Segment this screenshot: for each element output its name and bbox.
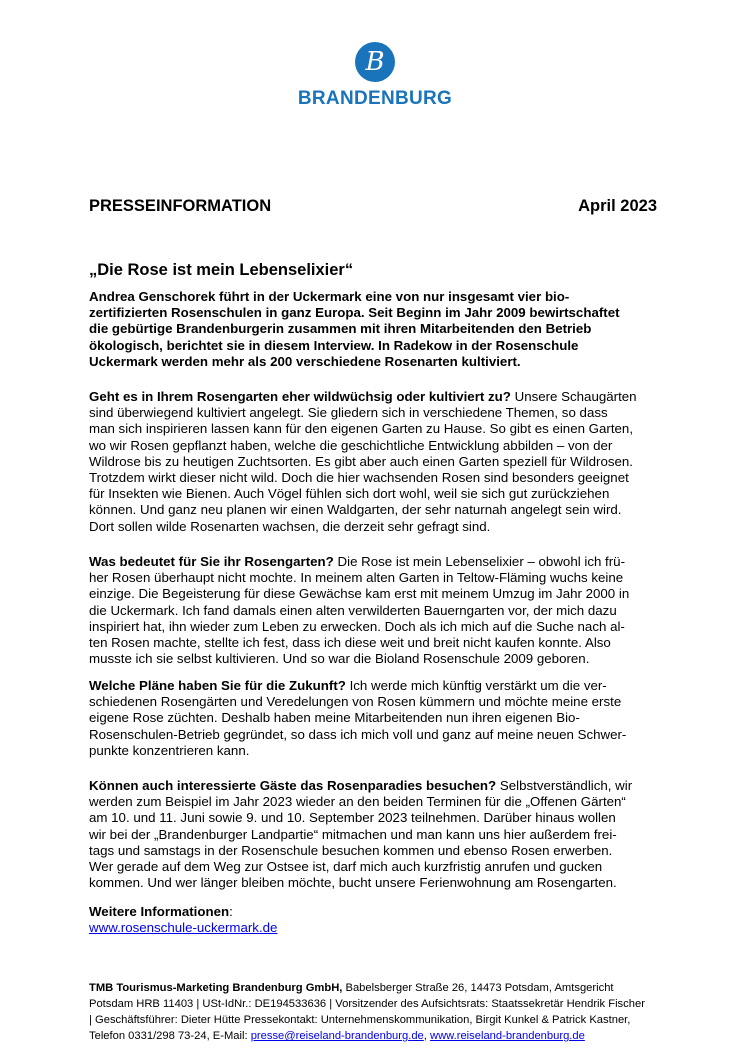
footer-phone: Telefon 0331/298 73-24, E-Mail:: [89, 1030, 251, 1043]
answer-text: her Rosen überhaupt nicht mochte. In meinem alten Garten in Teltow-Fläming wuchs keine: [89, 570, 624, 586]
rosenschule-link[interactable]: www.rosenschule-uckermark.de: [89, 920, 278, 936]
paragraph-line: [89, 727, 626, 743]
website-link[interactable]: www.reiseland-brandenburg.de: [429, 1030, 585, 1043]
answer-text: man sich inspirieren lassen kann für den eigenen Garten zu Hause. So gibt es einen Garten,: [89, 421, 634, 437]
paragraph-line: [89, 778, 632, 794]
answer-text: sind überwiegend kultiviert angelegt. Sie gliedern sich in verschiedene Themen, so dass: [89, 405, 608, 421]
paragraph-line: [89, 603, 629, 619]
answer-text: wir bei der „Brandenburger Landpartie“ mitmachen und man kann uns hier außerdem frei-: [89, 826, 617, 842]
paragraph-line: [89, 502, 637, 518]
answer-text: musste ich sie selbst kultivieren. Und so war die Bioland Rosenschule 2009 geboren.: [89, 651, 590, 667]
paragraph-line: [89, 454, 637, 470]
paragraph-line: [89, 875, 632, 891]
intro-line: Uckermark werden mehr als 200 verschiedene Rosenarten kultiviert.: [89, 353, 521, 369]
answer-text: können. Und ganz neu planen wir einen Waldgarten, der sehr naturnah angelegt sein wird.: [89, 502, 622, 518]
answer-text: am 10. und 11. Juni sowie 9. und 10. September 2023 teilnehmen. Darüber hinaus wollen: [89, 810, 616, 826]
paragraph-line: [89, 586, 629, 602]
paragraph-line: [89, 570, 629, 586]
logo-wordmark: BRANDENBURG: [297, 88, 453, 109]
answer-text: Rosenschulen-Betrieb gegründet, so dass ich mich voll und ganz auf meine neuen Schwer-: [89, 726, 627, 742]
paragraph-line: [89, 486, 637, 502]
answer-text: inspiriert hat, ihn wieder zum Leben zu erwecken. Doch als ich mich auf die Suche nach al-: [89, 618, 625, 634]
press-info-label: PRESSEINFORMATION: [89, 197, 272, 215]
paragraph-line: [89, 519, 637, 535]
answer-text: kommen. Und wer länger bleiben möchte, bucht unsere Ferienwohnung am Rosengarten.: [89, 875, 617, 891]
answer-text: für Insekten wie Bienen. Auch Vögel fühlen sich dort wohl, weil sie sich gut zurückziehen: [89, 486, 610, 502]
answer-text: wo wir Rosen gepflanzt haben, welche die geschichtliche Entwicklung abbilden – von der: [89, 437, 613, 453]
question-lead: Geht es in Ihrem Rosengarten eher wildwüchsig oder kultiviert zu?: [89, 389, 511, 404]
paragraph-line: [89, 389, 637, 405]
answer-text: Wildrose bis zu heutigen Zuchtsorten. Es gibt aber auch einen Garten speziell für Wildrosen.: [89, 453, 633, 469]
release-date: April 2023: [578, 197, 657, 215]
paragraph-line: [89, 438, 637, 454]
email-link[interactable]: presse@reiseland-brandenburg.de: [250, 1030, 424, 1043]
intro-line: ökologisch, berichtet sie in diesem Interview. In Radekow in der Rosenschule: [89, 337, 579, 353]
question-lead: Welche Pläne haben Sie für die Zukunft?: [89, 678, 346, 693]
answer-text: tags und samstags in der Rosenschule besuchen kommen und ebenso Rosen erwerben.: [89, 842, 613, 858]
answer-text: die Uckermark. Ich fand damals einen alten verwilderten Bauerngarten vor, der mich dazu: [89, 602, 617, 618]
paragraph-garden-style: [89, 389, 637, 535]
intro-paragraph: [89, 289, 620, 370]
more-info-label: Weitere Informationen: [89, 904, 230, 919]
paragraph-visits: [89, 778, 632, 891]
answer-text: Die Rose ist mein Lebenselixier – obwohl ich frü-: [333, 554, 626, 569]
paragraph-line: [89, 810, 632, 826]
answer-text: punkte konzentrieren kann.: [89, 742, 250, 758]
headline: „Die Rose ist mein Lebenselixier“: [89, 261, 354, 279]
paragraph-line: [89, 827, 632, 843]
paragraph-line: [89, 651, 629, 667]
paragraph-line: [89, 405, 637, 421]
answer-text: ten Rosen machte, stellte ich fest, dass ich diese weit und breit nicht kaufen konnte. Also: [89, 635, 611, 651]
paragraph-line: [89, 678, 626, 694]
answer-text: werden zum Beispiel im Jahr 2023 wieder an den beiden Terminen für die „Offenen Gärten“: [89, 794, 626, 810]
footer-registry: Potsdam HRB 11403 | USt-IdNr.: DE194533636 | Vorsitzender des Aufsichtsrats: Staatssekretär Hendrik Fischer: [89, 998, 645, 1011]
question-lead: Können auch interessierte Gäste das Rosenparadies besuchen?: [89, 778, 497, 793]
question-lead: Was bedeutet für Sie ihr Rosengarten?: [89, 554, 334, 569]
answer-text: einzige. Die Begeisterung für diese Gewächse kam erst mit meinem Umzug im Jahr 2000 in: [89, 586, 630, 602]
paragraph-line: [89, 843, 632, 859]
document-header: [89, 197, 657, 216]
paragraph-line: [89, 694, 626, 710]
paragraph-line: [89, 619, 629, 635]
paragraph-plans: [89, 678, 626, 759]
colon: :: [229, 904, 233, 919]
more-info: [89, 904, 277, 936]
answer-text: Wer gerade auf dem Weg zur Ostsee ist, darf mich auch kurzfristig anrufen und gucken: [89, 859, 603, 875]
footer-company: TMB Tourismus-Marketing Brandenburg GmbH,: [89, 982, 343, 994]
paragraph-line: [89, 554, 629, 570]
paragraph-line: [89, 743, 626, 759]
logo-monogram-icon: B: [355, 42, 395, 82]
answer-text: Selbstverständlich, wir: [496, 778, 633, 793]
paragraph-line: [89, 859, 632, 875]
footer-address: Babelsberger Straße 26, 14473 Potsdam, Amtsgericht: [342, 982, 614, 994]
intro-line: Andrea Genschorek führt in der Uckermark eine von nur insgesamt vier bio-: [89, 289, 570, 304]
footer-management: | Geschäftsführer: Dieter Hütte Pressekontakt: Unternehmenskommunikation, Birgit Kunkel & Patrick Kastner,: [89, 1014, 631, 1027]
paragraph-line: [89, 421, 637, 437]
footer-imprint: [89, 980, 645, 1044]
answer-text: schiedenen Rosengärten und Veredelungen von Rosen kümmern und möchte meine erste: [89, 694, 622, 710]
brandenburg-logo: [292, 42, 458, 110]
answer-text: Unsere Schaugärten: [510, 389, 637, 404]
answer-text: eigene Rose züchten. Deshalb haben meine Mitarbeitenden nun ihren eigenen Bio-: [89, 710, 580, 726]
paragraph-line: [89, 794, 632, 810]
paragraph-line: [89, 710, 626, 726]
separator: ,: [423, 1030, 430, 1043]
intro-line: zertifizierten Rosenschulen in ganz Europa. Seit Beginn im Jahr 2009 bewirtschaftet: [89, 305, 620, 321]
paragraph-line: [89, 635, 629, 651]
paragraph-meaning: [89, 554, 629, 667]
intro-line: die gebürtige Brandenburgerin zusammen mit ihren Mitarbeitenden den Betrieb: [89, 321, 592, 337]
answer-text: Trotzdem wirkt dieser nicht wild. Doch die hier wachsenden Rosen sind besonders geeignet: [89, 470, 629, 486]
paragraph-line: [89, 470, 637, 486]
answer-text: Ich werde mich künftig verstärkt um die ver-: [345, 678, 607, 693]
answer-text: Dort sollen wilde Rosenarten wachsen, die derzeit sehr gefragt sind.: [89, 518, 491, 534]
